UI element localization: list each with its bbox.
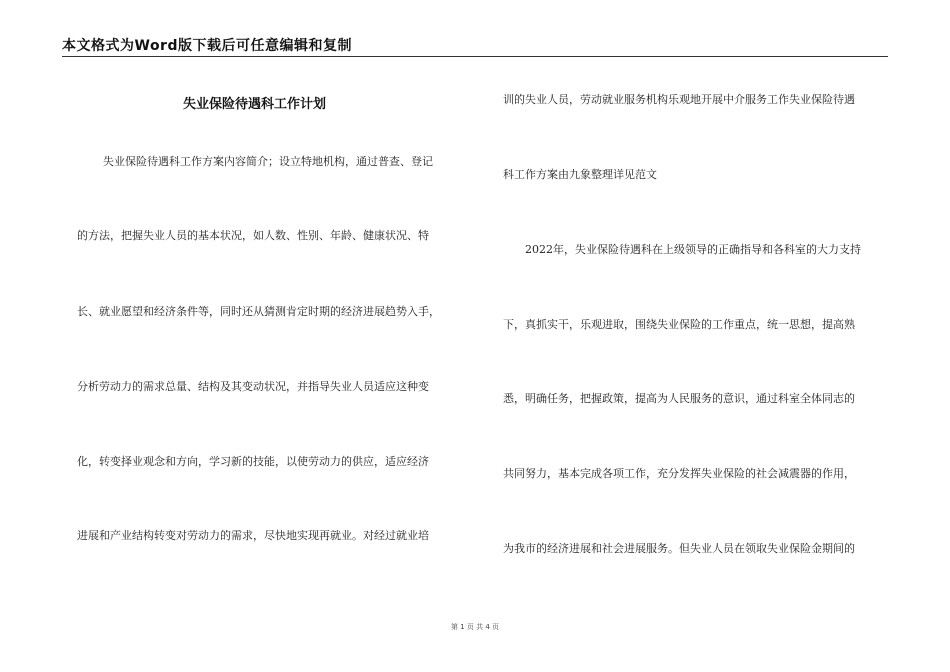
paragraph-line: 训的失业人员，劳动就业服务机构乐观地开展中介服务工作失业保险待遇 bbox=[503, 93, 855, 106]
paragraph-line: 共同努力，基本完成各项工作，充分发挥失业保险的社会减震器的作用， bbox=[503, 467, 855, 480]
paragraph-line: 长、就业愿望和经济条件等，同时还从猜测肯定时期的经济进展趋势入手， bbox=[77, 305, 440, 318]
paragraph-line: 科工作方案由九象整理详见范文 bbox=[503, 168, 657, 181]
document-title: 失业保险待遇科工作计划 bbox=[183, 97, 327, 112]
paragraph-line: 失业保险待遇科工作方案内容简介；设立特地机构，通过普查、登记 bbox=[103, 155, 433, 168]
paragraph-line: 悉，明确任务，把握政策，提高为人民服务的意识，通过科室全体同志的 bbox=[503, 392, 855, 405]
paragraph-line: 的方法，把握失业人员的基本状况，如人数、性别、年龄、健康状况、特 bbox=[77, 229, 429, 242]
paragraph-line: 2022年，失业保险待遇科在上级领导的正确指导和各科室的大力支持 bbox=[525, 243, 861, 256]
page-number: 第 1 页 共 4 页 bbox=[450, 623, 500, 631]
paragraph-line: 分析劳动力的需求总量、结构及其变动状况，并指导失业人员适应这种变 bbox=[77, 380, 429, 393]
header-text: 本文格式为Word版下载后可任意编辑和复制 bbox=[62, 38, 352, 54]
paragraph-line: 下，真抓实干，乐观进取，围绕失业保险的工作重点，统一思想，提高熟 bbox=[503, 318, 855, 331]
paragraph-line: 进展和产业结构转变对劳动力的需求，尽快地实现再就业。对经过就业培 bbox=[77, 529, 429, 542]
paragraph-line: 化，转变择业观念和方向，学习新的技能，以使劳动力的供应，适应经济 bbox=[77, 455, 429, 468]
paragraph-line: 为我市的经济进展和社会进展服务。但失业人员在领取失业保险金期间的 bbox=[503, 542, 855, 555]
